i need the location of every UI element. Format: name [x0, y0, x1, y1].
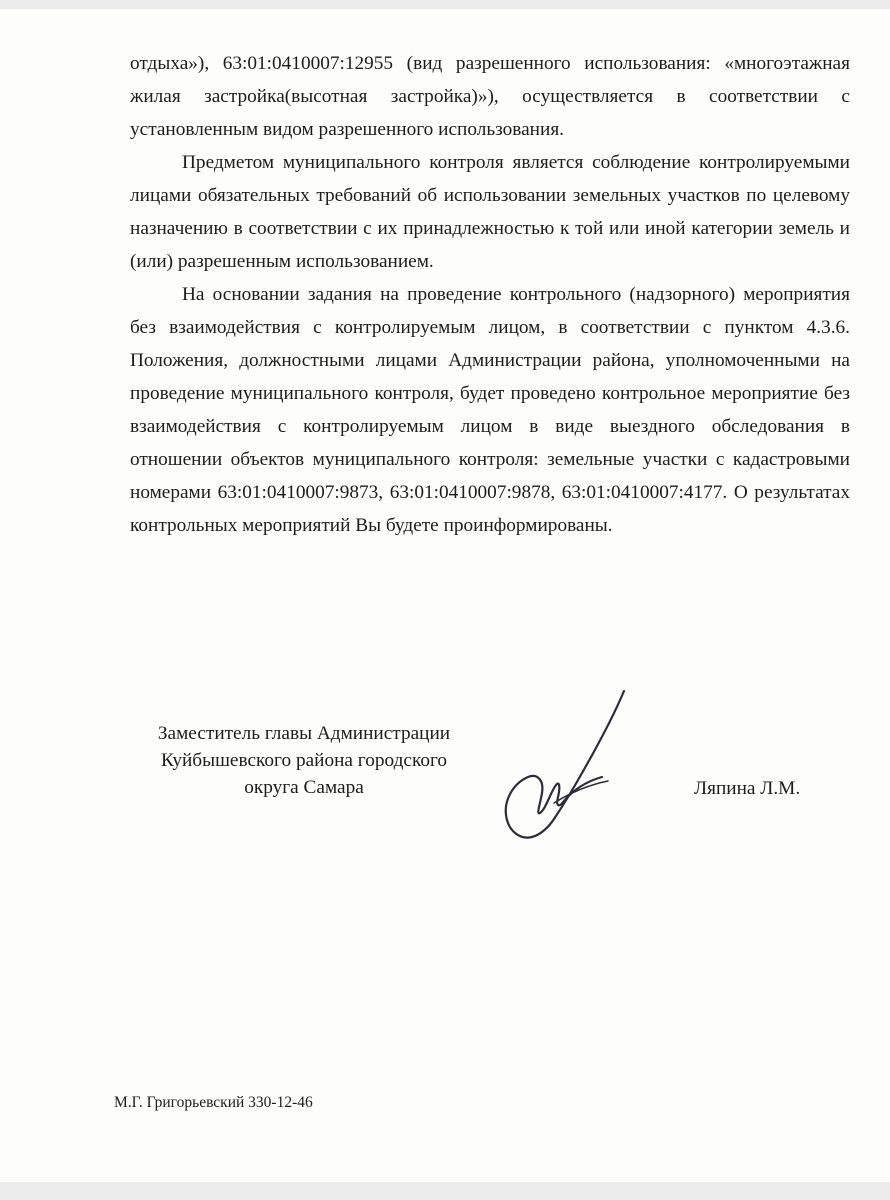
letter-body: [130, 47, 850, 542]
signatory-position-line: округа Самара: [244, 777, 364, 798]
signatory-position-line: Заместитель главы Администрации: [157, 723, 451, 744]
executor-note: М.Г. Григорьевский 330-12-46: [114, 1094, 313, 1111]
document-page: [0, 9, 890, 1182]
paragraph-continuation: отдыха»), 63:01:0410007:12955 (вид разрешенного использования: «многоэтажная жилая застройка(высотная застройка)»), осуществляется в соответствии с установленным видом разрешенного использования.: [130, 53, 850, 140]
paragraph-inspection-notice: На основании задания на проведение контрольного (надзорного) мероприятия без взаимодействия с контролируемым лицом, в соответствии с пунктом 4.3.6. Положения, должностными лицами Администрации района, уполномоченными на проведение муниципального контроля, будет проведено контрольное мероприятие без взаимодействия с контролируемым лицом в виде выездного обследования в отношении объектов муниципального контроля: земельные участки с кадастровыми номерами 63:01:0410007:9873, 63:01:0410007:9878, 63:01:0410007:4177. О результатах контрольных мероприятий Вы будете проинформированы.: [130, 284, 850, 536]
signatory-position-line: Куйбышевского района городского: [160, 750, 448, 771]
handwritten-signature: [496, 685, 636, 845]
signatory-position: [130, 720, 478, 801]
signatory-name: Ляпина Л.М.: [694, 778, 801, 799]
paragraph-control-subject: Предметом муниципального контроля является соблюдение контролируемыми лицами обязательных требований об использовании земельных участков по целевому назначению в соответствии с их принадлежностью к той или иной категории земель и (или) разрешенным использованием.: [130, 152, 850, 272]
